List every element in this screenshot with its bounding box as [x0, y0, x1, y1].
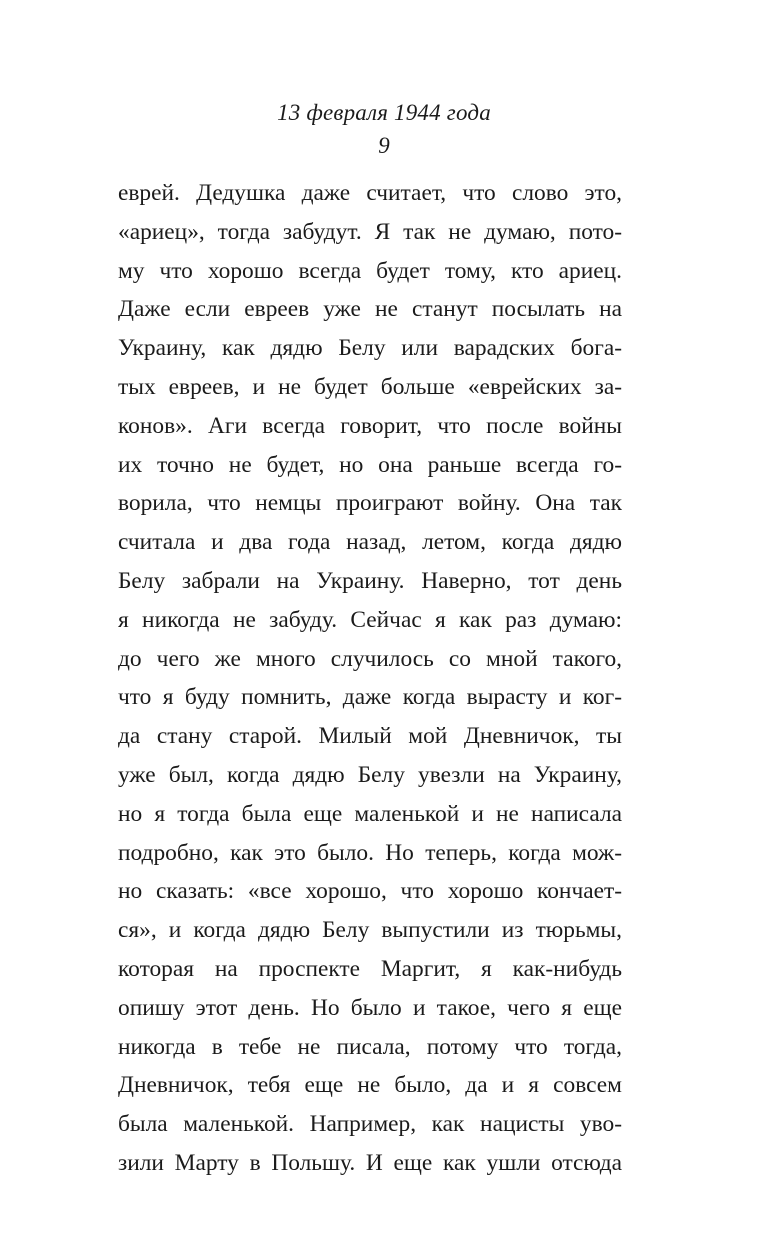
text-line: Даже если евреев уже не станут посылать на [118, 296, 622, 323]
text-line: опишу этот день. Но было и такое, чего я еще [118, 994, 622, 1021]
body-text [118, 174, 622, 1183]
text-line: но я тогда была еще маленькой и не написала [118, 800, 622, 827]
text-line: считала и два года назад, летом, когда дядю [118, 529, 622, 556]
running-head: 13 февраля 1944 года [277, 100, 491, 125]
text-line: ся», и когда дядю Белу выпустили из тюрьмы, [118, 917, 622, 944]
text-line: зили Марту в Польшу. И еще как ушли отсюда [118, 1149, 622, 1176]
text-line: но сказать: «все хорошо, что хорошо кончает- [118, 878, 622, 905]
text-line: до чего же много случилось со мной такого, [118, 645, 622, 672]
text-line: да стану старой. Милый мой Дневничок, ты [118, 723, 622, 750]
text-line: их точно не будет, но она раньше всегда го- [118, 451, 622, 478]
text-line: тых евреев, и не будет больше «еврейских за- [118, 373, 622, 400]
text-line: уже был, когда дядю Белу увезли на Украину, [118, 761, 622, 788]
text-line: была маленькой. Например, как нацисты уво- [118, 1111, 622, 1138]
text-line: подробно, как это было. Но теперь, когда мож- [118, 839, 622, 866]
text-line: Белу забрали на Украину. Наверно, тот день [118, 567, 622, 594]
text-line: конов». Аги всегда говорит, что после войны [118, 412, 622, 439]
text-line: ворила, что немцы проиграют войну. Она так [118, 490, 622, 517]
text-line: му что хорошо всегда будет тому, кто ариец. [118, 257, 622, 284]
text-line: Украину, как дядю Белу или варадских бога- [118, 335, 622, 362]
page-number: 9 [378, 133, 390, 158]
text-line: никогда в тебе не писала, потому что тогда, [118, 1033, 622, 1060]
text-line: «ариец», тогда забудут. Я так не думаю, пото- [118, 218, 622, 245]
text-line: еврей. Дедушка даже считает, что слово это, [118, 180, 622, 206]
text-line: что я буду помнить, даже когда вырасту и ког- [118, 684, 622, 711]
text-line: которая на проспекте Маргит, я как-нибудь [118, 955, 622, 982]
text-line: я никогда не забуду. Сейчас я как раз думаю: [118, 606, 622, 633]
text-line: Дневничок, тебя еще не было, да и я совсем [118, 1072, 622, 1099]
